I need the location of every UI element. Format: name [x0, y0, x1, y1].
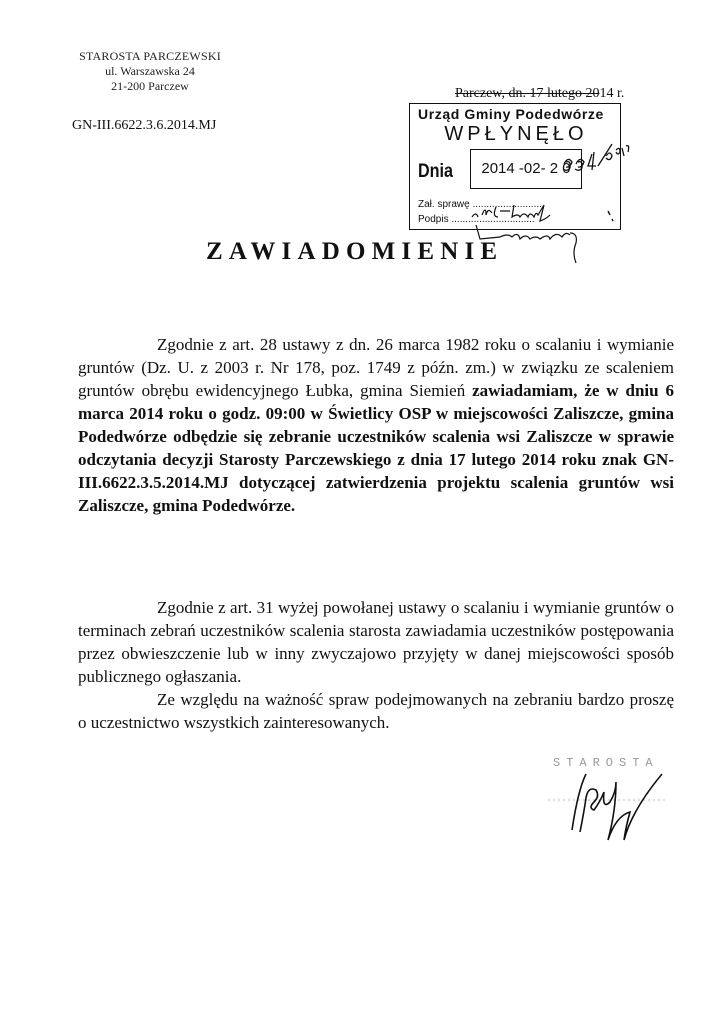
- stamp-sign-label: Podpis ..............................: [418, 214, 535, 225]
- paragraph-legal-basis: [78, 596, 674, 688]
- paragraph-notice: [78, 333, 674, 517]
- paragraph-request-text: Ze względu na ważność spraw podejmowanych na zebraniu bardzo proszę o uczestnictwo wszystkich zainteresowanych.: [78, 690, 674, 732]
- paragraph-request: [78, 688, 674, 734]
- place-date-tail: 14 r.: [599, 86, 625, 101]
- sender-city: 21-200 Parczew: [111, 79, 189, 93]
- official-signature: [540, 750, 700, 835]
- stamp-received: WPŁYNĘŁO: [444, 123, 588, 145]
- sender-office: [60, 49, 240, 94]
- sender-street: ul. Warszawska 24: [105, 64, 195, 78]
- stamp-date-label: Dnia: [418, 161, 454, 182]
- reference-number: GN-III.6622.3.6.2014.MJ: [72, 118, 217, 133]
- paragraph-notice-intro: Zgodnie z art. 28 ustawy z dn. 26 marca 1982 roku o scalaniu i wymianie gruntów (Dz. U. z 2003 r. Nr 178, poz. 1749 z późn. zm.) w związku ze scaleniem gruntów obrębu ewidencyjnego Łubka, gmina Siemień: [78, 335, 674, 400]
- sender-office-name: STAROSTA PARCZEWSKI: [79, 49, 221, 63]
- stamp-date-value: 2014 -02- 2 0: [470, 149, 582, 189]
- stamp-sign-text: Podpis: [418, 214, 449, 225]
- stamp-office: Urząd Gminy Podedwórze: [418, 106, 604, 122]
- paragraph-notice-bold: zawiadamiam, że w dniu 6 marca 2014 roku o godz. 09:00 w Świetlicy OSP w miejscowości Zaliszcze, gmina Podedwórze odbędzie się zebranie uczestników scalenia wsi Zaliszcze w sprawie odczytania decyzji Starosty Parczewskiego z dnia 17 lutego 2014 roku znak GN-III.6622.3.5.2014.MJ dotyczącej zatwierdzenia projektu scalenia gruntów wsi Zaliszcze, gmina Podedwórze.: [78, 381, 674, 515]
- paragraph-legal-basis-text: Zgodnie z art. 31 wyżej powołanej ustawy o scalaniu i wymianie gruntów o terminach zebrań uczestników scalenia starosta zawiadamia uczestników postępowania przez obwieszczenie lub w inny zwyczajowo przyjęty w danej miejscowości sposób publicznego ogłaszania.: [78, 598, 674, 686]
- document-title: ZAWIADOMIENIE: [206, 238, 504, 265]
- place-date-text: Parczew, dn. 17 lutego 20: [455, 86, 600, 101]
- stamp-attach-text: Zał. sprawę: [418, 199, 470, 210]
- stamp-attach-label: Zał. sprawę ..........................: [418, 199, 545, 210]
- place-date: [455, 86, 624, 102]
- handwritten-registry-number: [560, 140, 650, 180]
- signature-stamp-text: STAROSTA: [553, 756, 659, 770]
